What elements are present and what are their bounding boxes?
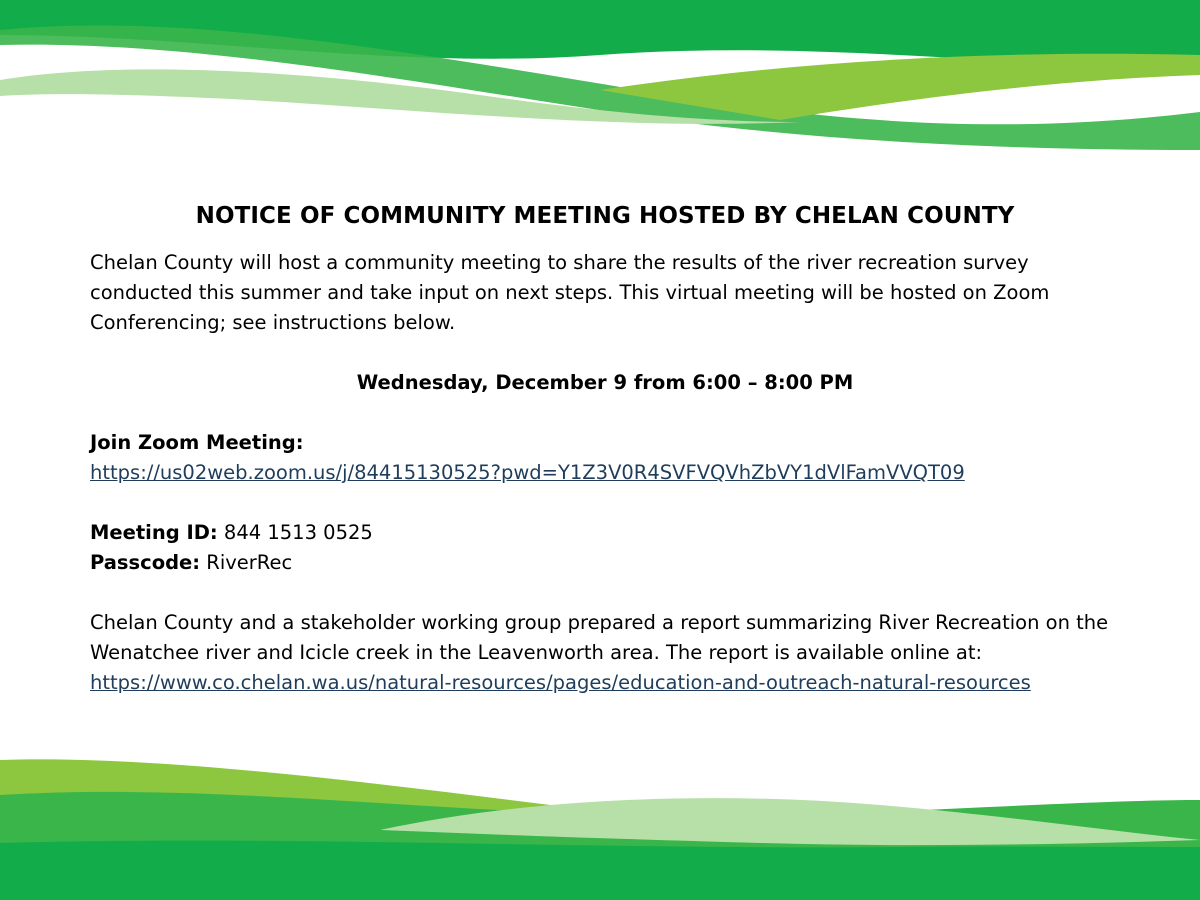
zoom-meeting-link[interactable]: https://us02web.zoom.us/j/84415130525?pwd=Y1Z3V0R4SVFVQVhZbVY1dVlFamVVQT09 [90, 461, 965, 484]
spacer [90, 488, 1120, 518]
meeting-datetime: Wednesday, December 9 from 6:00 – 8:00 PM [356, 371, 854, 394]
passcode-label: Passcode: [90, 551, 201, 574]
spacer [90, 578, 1120, 608]
meeting-id-value: 844 1513 0525 [217, 521, 373, 544]
bottom-wave-decoration [0, 755, 1200, 900]
intro-paragraph: Chelan County will host a community meeting to share the results of the river recreation survey conducted this summer and take input on next steps. This virtual meeting will be hosted on Zoom Conferencing; see instructions below. [90, 251, 1050, 334]
passcode-line [90, 548, 1120, 578]
meeting-id-line [90, 518, 1120, 548]
notice-content [90, 196, 1120, 698]
notice-title: NOTICE OF COMMUNITY MEETING HOSTED BY CHELAN COUNTY [195, 203, 1015, 229]
report-paragraph: Chelan County and a stakeholder working group prepared a report summarizing River Recreation on the Wenatchee river and Icicle creek in the Leavenworth area. The report is available online at: [90, 611, 1109, 664]
meeting-id-label: Meeting ID: [90, 521, 218, 544]
report-link[interactable]: https://www.co.chelan.wa.us/natural-resources/pages/education-and-outreach-natural-resources [90, 671, 1031, 694]
zoom-heading: Join Zoom Meeting: [90, 431, 304, 454]
top-wave-decoration [0, 0, 1200, 160]
passcode-value: RiverRec [200, 551, 293, 574]
